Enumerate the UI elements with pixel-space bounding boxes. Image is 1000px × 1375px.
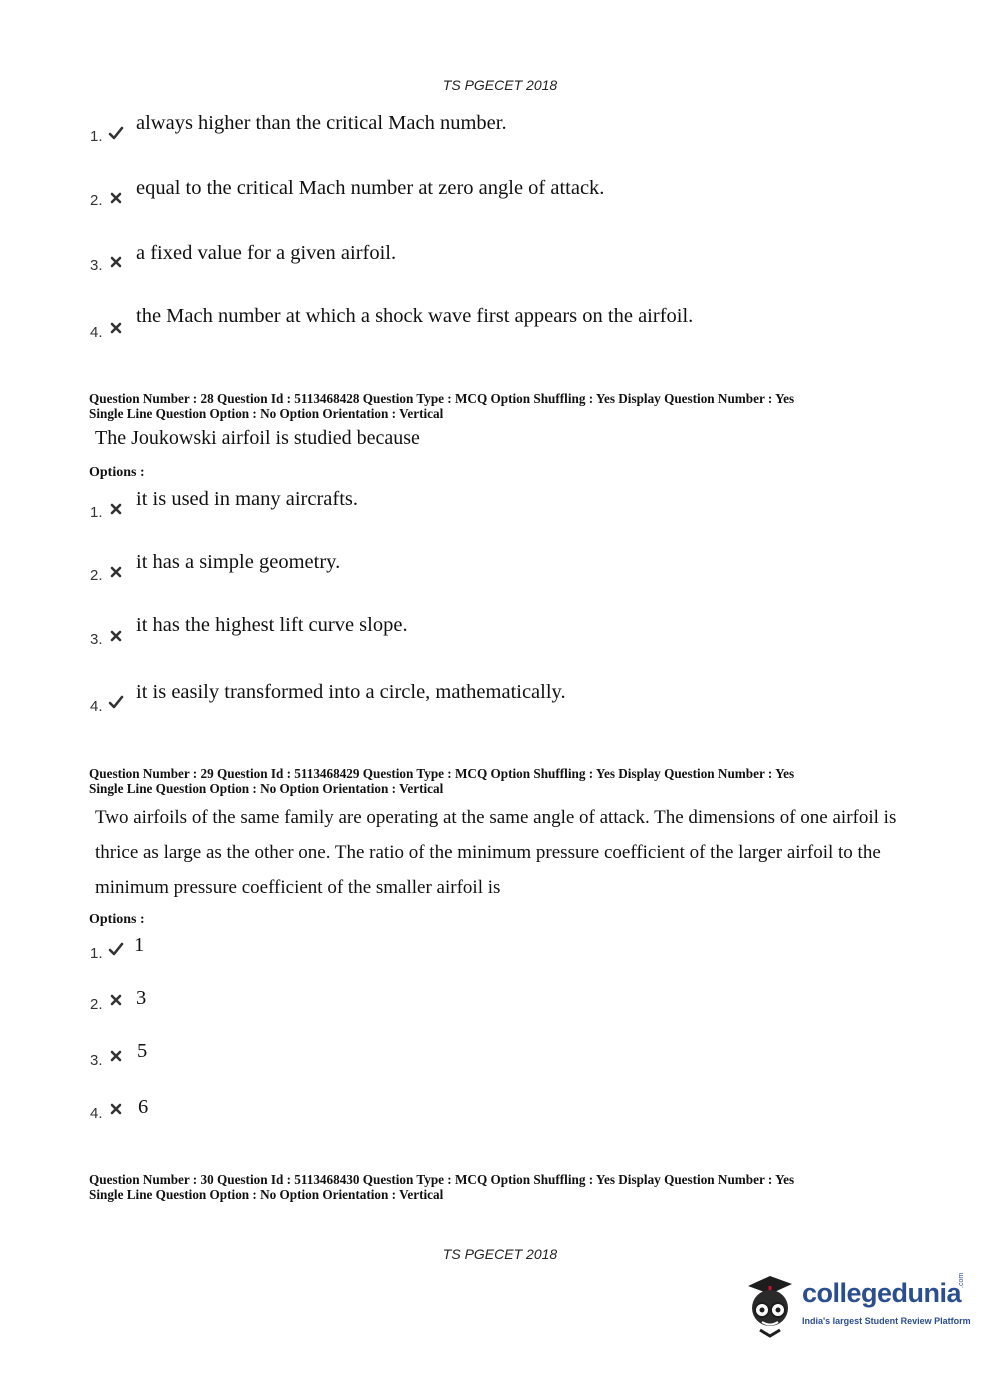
question-meta-line2: Single Line Question Option : No Option Orientation : Vertical [89, 1186, 444, 1202]
question-meta-line2: Single Line Question Option : No Option Orientation : Vertical [89, 405, 444, 421]
check-icon [108, 941, 124, 957]
logo-tagline: India's largest Student Review Platform [802, 1316, 971, 1326]
question-meta [89, 1173, 929, 1202]
option-number: 4. [90, 698, 103, 715]
options-label: Options : [89, 465, 145, 480]
option-number: 2. [90, 996, 103, 1013]
cross-icon [108, 992, 124, 1008]
question-text: The Joukowski airfoil is studied because [95, 427, 420, 449]
cross-icon [108, 1101, 124, 1117]
collegedunia-logo [740, 1272, 970, 1342]
option-text: it is easily transformed into a circle, mathematically. [136, 681, 566, 703]
logo-dotcom-text: .com [958, 1272, 965, 1288]
option-text: 5 [137, 1040, 148, 1062]
options-label: Options : [89, 912, 145, 927]
option-text: it is used in many aircrafts. [136, 488, 359, 510]
mascot-icon [740, 1272, 800, 1340]
option-text: a fixed value for a given airfoil. [136, 242, 397, 264]
cross-icon [108, 1048, 124, 1064]
option-text: the Mach number at which a shock wave first appears on the airfoil. [136, 305, 694, 327]
option-number: 2. [90, 192, 103, 209]
option-number: 4. [90, 1105, 103, 1122]
check-icon [108, 694, 124, 710]
option-number: 2. [90, 567, 103, 584]
option-text: 3 [136, 987, 147, 1009]
option-text: equal to the critical Mach number at zero angle of attack. [136, 177, 605, 199]
option-text: 6 [138, 1096, 149, 1118]
cross-icon [108, 628, 124, 644]
question-meta-line1: Question Number : 28 Question Id : 5113468428 Question Type : MCQ Option Shuffling : Yes Display Question Number : Yes [89, 391, 795, 406]
question-meta-line1: Question Number : 29 Question Id : 5113468429 Question Type : MCQ Option Shuffling : Yes Display Question Number : Yes [89, 766, 795, 781]
option-text: it has a simple geometry. [136, 551, 341, 573]
option-text: 1 [134, 934, 145, 956]
cross-icon [108, 501, 124, 517]
cross-icon [108, 564, 124, 580]
question-meta-line1: Question Number : 30 Question Id : 5113468430 Question Type : MCQ Option Shuffling : Yes Display Question Number : Yes [89, 1172, 795, 1187]
question-text: Two airfoils of the same family are operating at the same angle of attack. The dimensions of one airfoil is thrice as large as the other one. The ratio of the minimum pressure coefficient of the larger airfoil to the minimum pressure coefficient of the smaller airfoil is [95, 807, 897, 898]
option-number: 3. [90, 1052, 103, 1069]
cross-icon [108, 320, 124, 336]
option-number: 1. [90, 945, 103, 962]
logo-brand-text: collegedunia [802, 1278, 962, 1308]
option-number: 4. [90, 324, 103, 341]
check-icon [108, 125, 124, 141]
cross-icon [108, 190, 124, 206]
cross-icon [108, 254, 124, 270]
option-text: it has the highest lift curve slope. [136, 614, 408, 636]
page-header: TS PGECET 2018 [442, 77, 558, 93]
question-meta-line2: Single Line Question Option : No Option Orientation : Vertical [89, 780, 444, 796]
option-number: 3. [90, 257, 103, 274]
option-number: 3. [90, 631, 103, 648]
option-text: always higher than the critical Mach number. [136, 112, 507, 134]
page-footer: TS PGECET 2018 [442, 1246, 558, 1262]
option-number: 1. [90, 128, 103, 145]
question-meta [89, 392, 929, 421]
option-number: 1. [90, 504, 103, 521]
question-meta [89, 767, 929, 796]
